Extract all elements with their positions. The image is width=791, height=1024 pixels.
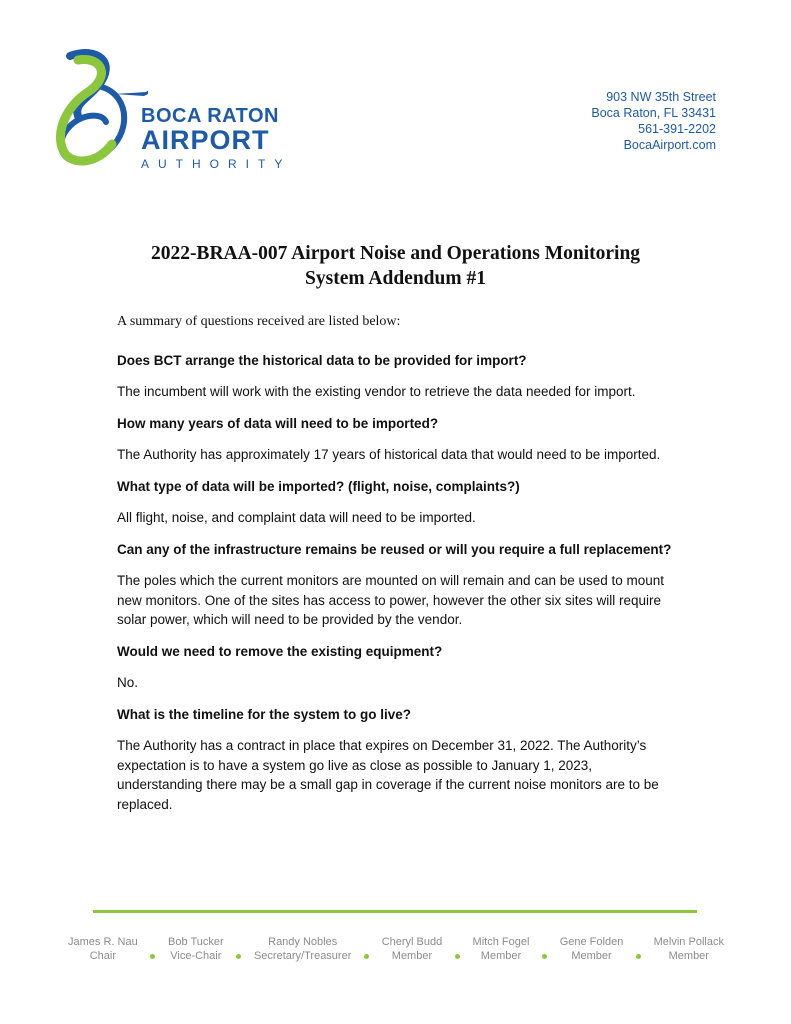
board-member bbox=[168, 935, 224, 963]
member-name: James R. Nau bbox=[68, 936, 138, 948]
title-line-1: 2022-BRAA-007 Airport Noise and Operations Monitoring bbox=[150, 243, 641, 264]
separator-dot-icon bbox=[364, 954, 369, 959]
question-5: Would we need to remove the existing equipment? bbox=[117, 643, 443, 659]
address-street: 903 NW 35th Street bbox=[606, 90, 716, 104]
member-name: Bob Tucker bbox=[168, 936, 224, 948]
question-2: How many years of data will need to be imported? bbox=[117, 415, 439, 431]
document-title bbox=[80, 241, 711, 291]
address-city: Boca Raton, FL 33431 bbox=[591, 106, 716, 120]
question-1: Does BCT arrange the historical data to be provided for import? bbox=[117, 352, 527, 368]
board-member bbox=[473, 935, 530, 963]
member-role: Member bbox=[480, 950, 522, 962]
member-role: Member bbox=[571, 950, 612, 962]
address-block bbox=[591, 89, 716, 153]
separator-dot-icon bbox=[236, 954, 241, 959]
separator-dot-icon bbox=[150, 954, 155, 959]
member-role: Vice-Chair bbox=[170, 950, 222, 962]
answer-5: No. bbox=[117, 675, 139, 690]
board-member bbox=[254, 935, 351, 963]
title-line-2: System Addendum #1 bbox=[305, 268, 486, 289]
logo-swoosh-icon bbox=[48, 48, 148, 173]
question-6: What is the timeline for the system to go live? bbox=[117, 706, 412, 722]
separator-dot-icon bbox=[455, 954, 460, 959]
question-3: What type of data will be imported? (flight, noise, complaints?) bbox=[117, 478, 520, 494]
logo-line-authority: AUTHORITY bbox=[141, 157, 292, 171]
member-name: Melvin Pollack bbox=[653, 936, 724, 948]
boca-raton-airport-authority-logo bbox=[48, 48, 292, 173]
member-name: Gene Folden bbox=[559, 936, 624, 948]
member-role: Member bbox=[668, 950, 709, 962]
board-member bbox=[654, 935, 724, 963]
board-member bbox=[560, 935, 624, 963]
document-body bbox=[117, 312, 677, 826]
question-4: Can any of the infrastructure remains be reused or will you require a full replacement? bbox=[117, 541, 672, 557]
member-name: Mitch Fogel bbox=[472, 936, 530, 948]
board-members-footer bbox=[68, 935, 724, 963]
answer-4: The poles which the current monitors are mounted on will remain and can be used to mount new monitors. One of the sites has access to power, however the other six sites will require solar power, which will need to be provided by the vendor. bbox=[117, 573, 665, 627]
member-name: Cheryl Budd bbox=[381, 936, 443, 948]
answer-1: The incumbent will work with the existing vendor to retrieve the data needed for import. bbox=[117, 384, 636, 399]
footer-divider bbox=[93, 910, 697, 913]
answer-3: All flight, noise, and complaint data will need to be imported. bbox=[117, 510, 476, 525]
logo-line-boca-raton: BOCA RATON bbox=[141, 105, 279, 127]
member-role: Secretary/Treasurer bbox=[253, 950, 352, 962]
separator-dot-icon bbox=[636, 954, 641, 959]
intro-text: A summary of questions received are listed below: bbox=[117, 314, 401, 329]
member-name: Randy Nobles bbox=[268, 936, 338, 948]
member-role: Member bbox=[391, 950, 433, 962]
logo-wordmark bbox=[141, 106, 291, 170]
board-member bbox=[68, 935, 138, 963]
member-role: Chair bbox=[89, 950, 116, 962]
logo-line-airport: AIRPORT bbox=[141, 125, 270, 155]
answer-2: The Authority has approximately 17 years of historical data that would need to be imported. bbox=[117, 447, 661, 462]
separator-dot-icon bbox=[542, 954, 547, 959]
address-phone: 561-391-2202 bbox=[638, 122, 716, 136]
answer-6: The Authority has a contract in place that expires on December 31, 2022. The Authority’s expectation is to have a system go live as close as possible to January 1, 2023, understanding there may be a small gap in coverage if the current noise monitors are to be replaced. bbox=[117, 738, 659, 812]
board-member bbox=[382, 935, 443, 963]
address-website: BocaAirport.com bbox=[623, 138, 716, 152]
